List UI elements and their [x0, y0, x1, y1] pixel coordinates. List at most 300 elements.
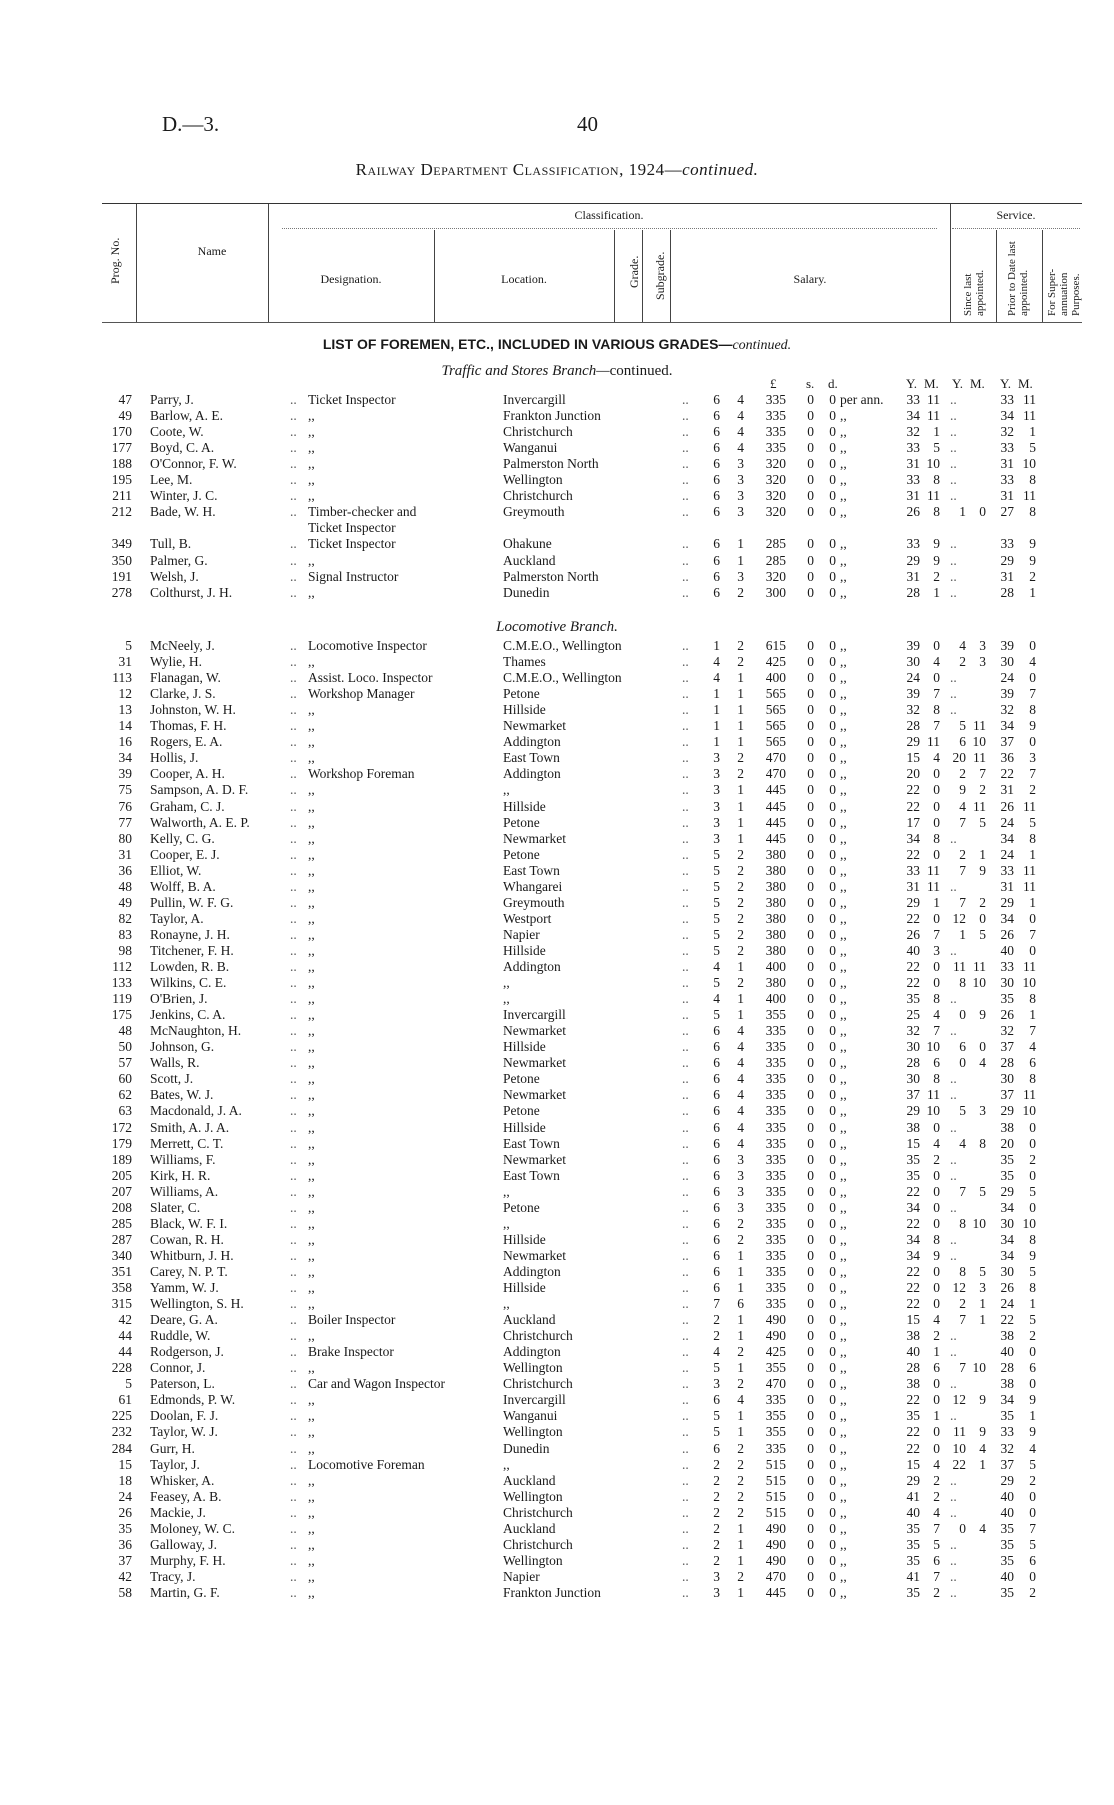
cell-location: Palmerston North [503, 568, 599, 584]
cell-salary-shillings: 0 [807, 1296, 814, 1312]
cell-super-years: 22 [1000, 1312, 1014, 1328]
cell-super-months: 0 [1029, 1167, 1036, 1183]
cell-since-months: 1 [933, 1344, 940, 1360]
cell-grade: 6 [713, 424, 720, 440]
cell-salary-shillings: 0 [807, 1552, 814, 1568]
cell-since-years: 28 [906, 718, 920, 734]
header-designation: Designation. [320, 272, 382, 286]
branch-title [0, 363, 1114, 380]
cell-prior-years: 7 [959, 1360, 966, 1376]
header-location: Location. [501, 272, 547, 286]
cell-location: Napier [503, 1568, 540, 1584]
cell-since-years: 15 [906, 750, 920, 766]
cell-name: Welsh, J. [150, 568, 199, 584]
cell-super-years: 30 [1000, 654, 1014, 670]
cell-super-months: 0 [1029, 1199, 1036, 1215]
cell-super-months: 10 [1022, 975, 1036, 991]
cell-prog-no: 170 [111, 424, 132, 440]
leader-dots: .. [682, 456, 689, 472]
table-row [0, 1007, 1114, 1023]
table-row [0, 408, 1114, 424]
cell-salary-period: ,, [840, 1119, 847, 1135]
cell-since-years: 32 [906, 424, 920, 440]
cell-since-years: 22 [906, 959, 920, 974]
cell-salary-pounds: 335 [765, 1167, 786, 1183]
cell-grade: 6 [713, 1231, 720, 1247]
cell-salary-period: ,, [840, 878, 847, 894]
table-row [0, 1039, 1114, 1055]
cell-salary-pence: 0 [829, 472, 836, 488]
cell-since-years: 22 [906, 1280, 920, 1295]
page-title [0, 160, 1114, 180]
leader-dots: .. [682, 1039, 689, 1055]
cell-name: Sampson, A. D. F. [150, 782, 249, 798]
cell-name: Lee, M. [150, 472, 193, 488]
cell-super-months: 11 [1023, 959, 1036, 974]
cell-since-months: 11 [927, 408, 940, 424]
cell-salary-shillings: 0 [807, 584, 814, 600]
cell-salary-period: ,, [840, 910, 847, 926]
leader-dots: .. [682, 975, 689, 991]
cell-salary-pounds: 335 [765, 1263, 786, 1279]
cell-prior-years: 2 [959, 766, 966, 782]
cell-super-months: 0 [1029, 670, 1036, 686]
cell-super-months: 0 [1029, 1344, 1036, 1360]
cell-location: East Town [503, 862, 560, 878]
cell-prior-years: 8 [959, 1263, 966, 1279]
leader-dots: .. [682, 1183, 689, 1199]
cell-subgrade: 1 [737, 1007, 744, 1023]
cell-super-years: 36 [1000, 750, 1014, 766]
leader-dots: .. [950, 1536, 957, 1552]
cell-super-years: 35 [1000, 1552, 1014, 1568]
cell-grade: 2 [713, 1312, 720, 1328]
cell-prior-months: 4 [979, 1520, 986, 1536]
cell-salary-shillings: 0 [807, 782, 814, 798]
cell-name: McNeely, J. [150, 638, 215, 653]
cell-location: C.M.E.O., Wellington [503, 670, 622, 686]
leader-dots: .. [950, 1119, 957, 1135]
leader-dots: .. [290, 1183, 297, 1199]
cell-salary-pence: 0 [829, 670, 836, 686]
leader-dots: .. [950, 392, 957, 407]
cell-prior-years: 11 [953, 959, 966, 974]
cell-salary-shillings: 0 [807, 1440, 814, 1456]
cell-designation: Workshop Foreman [308, 766, 415, 782]
cell-salary-period: ,, [840, 1472, 847, 1488]
cell-prog-no: 61 [118, 1392, 132, 1408]
cell-since-months: 7 [933, 1568, 940, 1584]
cell-super-months: 0 [1029, 638, 1036, 653]
cell-name: Edmonds, P. W. [150, 1392, 236, 1408]
cell-salary-pounds: 565 [765, 734, 786, 750]
cell-salary-pounds: 335 [765, 1183, 786, 1199]
cell-salary-period: ,, [840, 975, 847, 991]
cell-name: Wilkins, C. E. [150, 975, 227, 991]
cell-name: Kelly, C. G. [150, 830, 215, 846]
cell-prior-months: 0 [979, 504, 986, 520]
title-continued: continued. [682, 160, 759, 179]
cell-grade: 6 [713, 1023, 720, 1039]
cell-salary-shillings: 0 [807, 552, 814, 568]
cell-prior-years: 12 [952, 1280, 966, 1295]
cell-super-years: 37 [1000, 1039, 1014, 1055]
cell-designation: ,, [308, 1552, 315, 1568]
cell-designation: Signal Instructor [308, 568, 399, 584]
cell-super-months: 1 [1029, 424, 1036, 440]
cell-designation: ,, [308, 1568, 315, 1584]
cell-salary-pence: 0 [829, 1007, 836, 1023]
cell-location: Newmarket [503, 1151, 566, 1167]
cell-since-years: 29 [906, 1472, 920, 1488]
cell-grade: 3 [713, 814, 720, 830]
cell-since-months: 4 [933, 1456, 940, 1472]
cell-prior-months: 4 [979, 1440, 986, 1456]
leader-dots: .. [290, 1504, 297, 1520]
cell-salary-pounds: 335 [765, 1247, 786, 1263]
cell-designation: ,, [308, 1247, 315, 1263]
cell-prior-years: 1 [959, 926, 966, 942]
cell-location: Hillside [503, 1231, 546, 1247]
cell-prog-no: 315 [111, 1296, 132, 1312]
cell-salary-period: ,, [840, 1280, 847, 1295]
cell-subgrade: 2 [737, 894, 744, 910]
cell-since-years: 29 [906, 734, 920, 750]
cell-since-months: 0 [933, 1280, 940, 1295]
cell-salary-pence: 0 [829, 568, 836, 584]
cell-super-months: 1 [1029, 846, 1036, 862]
cell-designation: ,, [308, 584, 315, 600]
cell-since-months: 2 [933, 1472, 940, 1488]
leader-dots: .. [682, 910, 689, 926]
cell-salary-pounds: 335 [765, 1215, 786, 1231]
cell-since-years: 35 [906, 1408, 920, 1424]
cell-location: Greymouth [503, 894, 565, 910]
cell-name: Palmer, G. [150, 552, 208, 568]
cell-location: Petone [503, 1071, 540, 1087]
cell-name: Macdonald, J. A. [150, 1103, 242, 1119]
cell-super-months: 8 [1029, 830, 1036, 846]
leader-dots: .. [290, 424, 297, 440]
cell-salary-pounds: 565 [765, 702, 786, 718]
table-row [0, 504, 1114, 520]
leader-dots: .. [950, 408, 957, 424]
cell-subgrade: 1 [737, 1280, 744, 1295]
cell-since-months: 6 [933, 1055, 940, 1071]
cell-subgrade: 1 [737, 959, 744, 974]
cell-prog-no: 113 [112, 670, 132, 686]
cell-location: Hillside [503, 798, 546, 814]
cell-super-years: 34 [1000, 1392, 1014, 1408]
leader-dots: .. [950, 584, 957, 600]
leader-dots: .. [682, 1103, 689, 1119]
cell-prog-no: 189 [111, 1151, 132, 1167]
cell-salary-pounds: 335 [765, 1039, 786, 1055]
cell-name: Ruddle, W. [150, 1328, 211, 1344]
cell-prior-years: 6 [959, 734, 966, 750]
cell-since-years: 33 [906, 862, 920, 878]
cell-prog-no: 50 [118, 1039, 132, 1055]
table-row [0, 1569, 1114, 1585]
leader-dots: .. [290, 670, 297, 686]
leader-dots: .. [290, 1023, 297, 1039]
cell-grade: 3 [713, 750, 720, 766]
cell-prog-no: 188 [111, 456, 132, 472]
header-service: Service. [996, 208, 1036, 222]
cell-super-years: 32 [1000, 1440, 1014, 1456]
cell-location: Hillside [503, 1119, 546, 1135]
cell-designation: ,, [308, 846, 315, 862]
cell-since-years: 40 [906, 1504, 920, 1520]
cell-name: Taylor, W. J. [150, 1424, 218, 1440]
cell-name: Connor, J. [150, 1360, 206, 1376]
cell-salary-shillings: 0 [807, 1167, 814, 1183]
cell-salary-pence: 0 [829, 1536, 836, 1552]
cell-prog-no: 83 [118, 926, 132, 942]
cell-salary-pounds: 335 [765, 408, 786, 424]
cell-name: Smith, A. J. A. [150, 1119, 230, 1135]
cell-since-months: 0 [933, 1215, 940, 1231]
leader-dots: .. [682, 1312, 689, 1328]
cell-grade: 6 [713, 456, 720, 472]
cell-name: Galloway, J. [150, 1536, 217, 1552]
cell-super-months: 11 [1023, 408, 1036, 424]
cell-designation: ,, [308, 910, 315, 926]
table-row [0, 1216, 1114, 1232]
cell-salary-period: ,, [840, 1440, 847, 1456]
cell-since-years: 34 [906, 1247, 920, 1263]
cell-salary-shillings: 0 [807, 1087, 814, 1103]
cell-salary-shillings: 0 [807, 878, 814, 894]
cell-salary-period: ,, [840, 1584, 847, 1600]
leader-dots: .. [290, 1488, 297, 1504]
cell-prior-months: 5 [979, 1183, 986, 1199]
cell-subgrade: 2 [737, 766, 744, 782]
cell-salary-pounds: 515 [765, 1456, 786, 1472]
cell-salary-shillings: 0 [807, 654, 814, 670]
cell-super-months: 5 [1029, 1312, 1036, 1328]
cell-grade: 4 [713, 959, 720, 974]
leader-dots: .. [682, 1408, 689, 1424]
cell-designation: ,, [308, 1039, 315, 1055]
cell-salary-pounds: 335 [765, 1103, 786, 1119]
table-row [0, 654, 1114, 670]
leader-dots: .. [290, 830, 297, 846]
cell-name: Williams, F. [150, 1151, 216, 1167]
cell-super-years: 40 [1000, 1344, 1014, 1360]
cell-name: O'Brien, J. [150, 991, 208, 1007]
cell-designation: ,, [308, 1055, 315, 1071]
cell-name: Johnson, G. [150, 1039, 215, 1055]
cell-salary-pence: 0 [829, 1456, 836, 1472]
cell-super-months: 1 [1029, 1296, 1036, 1312]
cell-salary-shillings: 0 [807, 1408, 814, 1424]
cell-salary-shillings: 0 [807, 959, 814, 974]
cell-super-months: 8 [1029, 1231, 1036, 1247]
cell-designation: ,, [308, 1263, 315, 1279]
cell-salary-pounds: 285 [765, 536, 786, 552]
cell-salary-period: ,, [840, 638, 847, 653]
cell-salary-shillings: 0 [807, 1071, 814, 1087]
cell-prog-no: 191 [111, 568, 132, 584]
cell-grade: 6 [713, 392, 720, 407]
cell-salary-pounds: 320 [765, 456, 786, 472]
table-row [0, 1537, 1114, 1553]
header-grade: Grade. [627, 255, 641, 288]
cell-prog-no: 225 [111, 1408, 132, 1424]
cell-since-years: 25 [906, 1007, 920, 1023]
cell-salary-shillings: 0 [807, 392, 814, 407]
leader-dots: .. [682, 862, 689, 878]
cell-super-months: 8 [1029, 991, 1036, 1007]
cell-prior-months: 5 [979, 1263, 986, 1279]
cell-subgrade: 4 [737, 1119, 744, 1135]
cell-grade: 1 [713, 734, 720, 750]
cell-salary-pounds: 335 [765, 1231, 786, 1247]
cell-salary-period: ,, [840, 584, 847, 600]
leader-dots: .. [950, 552, 957, 568]
cell-subgrade: 2 [737, 1344, 744, 1360]
cell-salary-period: ,, [840, 1296, 847, 1312]
cell-designation: ,, [308, 1183, 315, 1199]
cell-super-years: 40 [1000, 1504, 1014, 1520]
cell-since-months: 9 [933, 536, 940, 552]
cell-name: Martin, G. F. [150, 1584, 220, 1600]
cell-name: Carey, N. P. T. [150, 1263, 228, 1279]
cell-designation: Timber-checker and [308, 504, 417, 520]
cell-location: Frankton Junction [503, 1584, 601, 1600]
leader-dots: .. [290, 991, 297, 1007]
cell-salary-pence: 0 [829, 766, 836, 782]
cell-salary-shillings: 0 [807, 894, 814, 910]
leader-dots: .. [682, 1215, 689, 1231]
leader-dots: .. [290, 1087, 297, 1103]
cell-since-months: 0 [933, 1167, 940, 1183]
cell-super-years: 37 [1000, 1456, 1014, 1472]
cell-salary-shillings: 0 [807, 975, 814, 991]
leader-dots: .. [682, 1440, 689, 1456]
cell-prior-years: 2 [959, 846, 966, 862]
cell-grade: 1 [713, 702, 720, 718]
table-row [0, 975, 1114, 991]
cell-salary-period: ,, [840, 991, 847, 1007]
cell-super-months: 3 [1029, 750, 1036, 766]
cell-super-years: 26 [1000, 798, 1014, 814]
leader-dots: .. [682, 991, 689, 1007]
cell-designation: ,, [308, 456, 315, 472]
cell-since-years: 34 [906, 1231, 920, 1247]
cell-since-years: 22 [906, 1183, 920, 1199]
cell-subgrade: 1 [737, 1328, 744, 1344]
leader-dots: .. [682, 1199, 689, 1215]
cell-grade: 6 [713, 1055, 720, 1071]
cell-since-months: 9 [933, 1247, 940, 1263]
leader-dots: .. [290, 1296, 297, 1312]
cell-prog-no: 80 [118, 830, 132, 846]
table-row [0, 863, 1114, 879]
cell-salary-period: ,, [840, 1103, 847, 1119]
leader-dots: .. [682, 1504, 689, 1520]
cell-super-months: 10 [1022, 1215, 1036, 1231]
cell-super-years: 26 [1000, 1280, 1014, 1295]
leader-dots: .. [290, 584, 297, 600]
cell-name: Walls, R. [150, 1055, 200, 1071]
cell-salary-pence: 0 [829, 536, 836, 552]
cell-super-months: 0 [1029, 1135, 1036, 1151]
cell-super-months: 10 [1022, 1103, 1036, 1119]
cell-subgrade: 1 [737, 536, 744, 552]
cell-location: Petone [503, 1199, 540, 1215]
cell-grade: 3 [713, 1376, 720, 1392]
cell-grade: 6 [713, 584, 720, 600]
cell-since-years: 15 [906, 1312, 920, 1328]
cell-name: Slater, C. [150, 1199, 201, 1215]
cell-super-years: 35 [1000, 1584, 1014, 1600]
cell-salary-shillings: 0 [807, 1247, 814, 1263]
cell-since-months: 10 [926, 456, 940, 472]
cell-salary-shillings: 0 [807, 408, 814, 424]
unit-years-since: Y. [906, 376, 917, 391]
cell-super-years: 30 [1000, 1215, 1014, 1231]
cell-salary-pence: 0 [829, 1360, 836, 1376]
cell-since-months: 1 [933, 1408, 940, 1424]
cell-location: Auckland [503, 1472, 556, 1488]
table-row [0, 424, 1114, 440]
cell-since-years: 15 [906, 1135, 920, 1151]
cell-salary-pounds: 565 [765, 686, 786, 702]
cell-salary-pence: 0 [829, 1055, 836, 1071]
cell-grade: 1 [713, 686, 720, 702]
cell-salary-pounds: 400 [765, 670, 786, 686]
cell-grade: 6 [713, 568, 720, 584]
cell-salary-pounds: 380 [765, 942, 786, 958]
leader-dots: .. [682, 1151, 689, 1167]
leader-dots: .. [682, 1360, 689, 1376]
leader-dots: .. [682, 552, 689, 568]
cell-designation: ,, [308, 1119, 315, 1135]
leader-dots: .. [682, 1536, 689, 1552]
cell-subgrade: 4 [737, 1039, 744, 1055]
cell-since-years: 22 [906, 910, 920, 926]
table-row [0, 1360, 1114, 1376]
table-row [0, 1055, 1114, 1071]
cell-super-years: 29 [1000, 1472, 1014, 1488]
cell-location: East Town [503, 1135, 560, 1151]
cell-super-years: 31 [1000, 456, 1014, 472]
cell-subgrade: 1 [737, 702, 744, 718]
cell-name: Taylor, A. [150, 910, 204, 926]
cell-super-months: 2 [1029, 782, 1036, 798]
cell-salary-period: ,, [840, 1568, 847, 1584]
cell-salary-pounds: 335 [765, 424, 786, 440]
leader-dots: .. [290, 942, 297, 958]
cell-salary-pounds: 565 [765, 718, 786, 734]
cell-prog-no: 36 [118, 1536, 132, 1552]
cell-salary-pence: 0 [829, 1568, 836, 1584]
leader-dots: .. [682, 1392, 689, 1408]
cell-subgrade: 2 [737, 862, 744, 878]
cell-grade: 6 [713, 1135, 720, 1151]
cell-location: Dunedin [503, 1440, 550, 1456]
cell-salary-shillings: 0 [807, 568, 814, 584]
cell-since-months: 4 [933, 1504, 940, 1520]
leader-dots: .. [682, 488, 689, 504]
cell-since-months: 8 [933, 1071, 940, 1087]
cell-location: Auckland [503, 1312, 556, 1328]
cell-prog-no: 12 [118, 686, 132, 702]
table-row [0, 1264, 1114, 1280]
cell-subgrade: 1 [737, 1263, 744, 1279]
